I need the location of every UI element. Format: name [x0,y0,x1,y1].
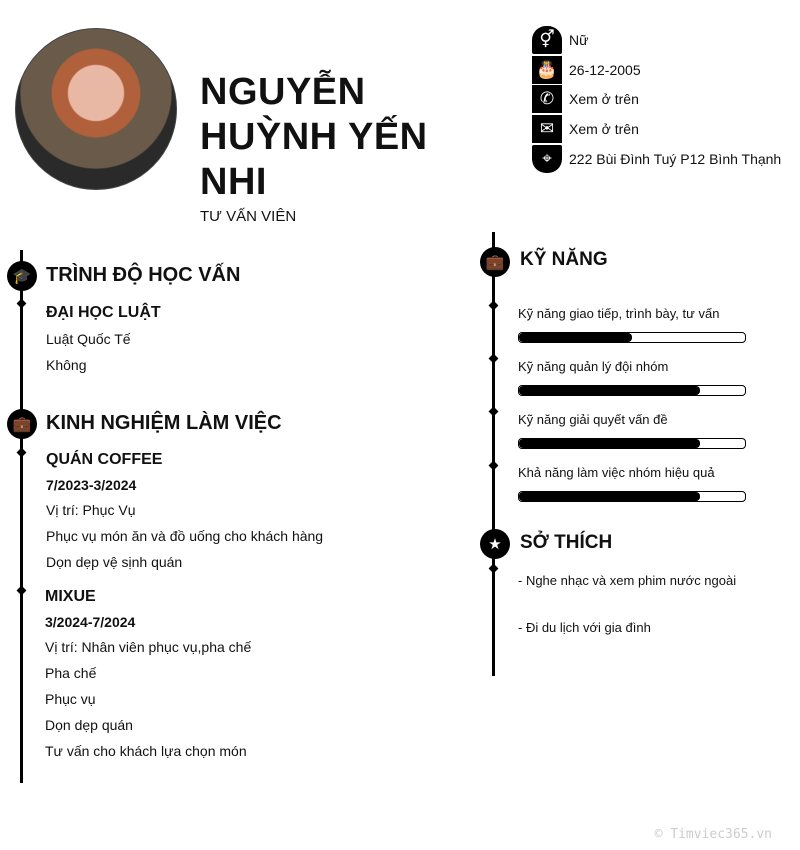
skill-bar [518,491,746,502]
star-icon: ★ [480,529,510,559]
phone-icon: ✆ [532,85,562,113]
contact-value: Nữ [569,32,589,48]
skill-bar [518,438,746,449]
skill-label: Khả năng làm việc nhóm hiệu quả [518,465,715,480]
job-detail: Vị trí: Phục Vụ [46,502,136,518]
timeline-dot [489,354,499,364]
skill-bar [518,332,746,343]
timeline-dot [17,586,27,596]
job-title: TƯ VẤN VIÊN [200,208,297,225]
skill-bar-fill [519,439,700,448]
name-line: NGUYỄN [200,71,366,113]
contact-value: 26-12-2005 [569,62,641,78]
contact-value: Xem ở trên [569,91,639,107]
name-line: NHI [200,161,267,203]
hobby-item: - Đi du lịch với gia đình [518,620,651,635]
job-detail: Pha chế [45,665,97,681]
school-name: ĐẠI HỌC LUẬT [46,304,161,321]
briefcase-icon: 💼 [480,247,510,277]
timeline-dot [489,301,499,311]
job-detail: Dọn dẹp quán [45,717,133,733]
contact-phone [532,85,639,113]
skill-bar-fill [519,333,632,342]
briefcase-icon: 💼 [7,409,37,439]
contact-address [532,145,781,173]
section-heading: KỸ NĂNG [520,249,608,270]
full-name [200,70,428,205]
contact-email [532,115,639,143]
email-icon: ✉ [532,115,562,143]
company-name: MIXUE [45,588,96,605]
contact-value: Xem ở trên [569,121,639,137]
education-note: Không [46,357,87,373]
section-heading: KINH NGHIỆM LÀM VIỆC [46,412,282,434]
timeline-line [20,250,23,783]
contact-birthday [532,56,641,84]
contact-gender [532,26,588,54]
birthday-cake-icon: 🎂 [532,56,562,84]
skill-label: Kỹ năng giải quyết vấn đề [518,412,668,427]
job-detail: Phục vụ [45,691,96,707]
timeline-dot [17,448,27,458]
skill-bar-fill [519,492,700,501]
contact-value: 222 Bùi Đình Tuý P12 Bình Thạnh [569,151,782,167]
section-heading: TRÌNH ĐỘ HỌC VẤN [46,264,241,286]
timeline-dot [17,299,27,309]
job-detail: Dọn dẹp vệ sịnh quán [46,554,183,570]
job-detail: Vị trí: Nhân viên phục vụ,pha chế [45,639,252,655]
skill-label: Kỹ năng giao tiếp, trình bày, tư vấn [518,306,720,321]
footer-watermark: © Timviec365.vn [654,827,772,842]
name-line: HUỲNH YẾN [200,116,428,158]
location-icon: ⌖ [532,145,562,173]
timeline-dot [489,564,499,574]
job-period: 3/2024-7/2024 [45,614,136,630]
skill-bar [518,385,746,396]
timeline-dot [489,461,499,471]
gender-icon: ⚥ [532,26,562,54]
timeline-line [492,232,495,676]
timeline-dot [489,407,499,417]
skill-label: Kỹ năng quản lý đội nhóm [518,359,669,374]
skill-bar-fill [519,386,700,395]
job-detail: Tư vấn cho khách lựa chọn món [45,743,247,759]
job-period: 7/2023-3/2024 [46,477,137,493]
section-heading: SỞ THÍCH [520,532,613,553]
profile-photo [15,28,177,190]
graduation-cap-icon: 🎓 [7,261,37,291]
company-name: QUÁN COFFEE [46,451,163,468]
major: Luật Quốc Tế [46,331,131,347]
hobby-item: - Nghe nhạc và xem phim nước ngoài [518,573,737,588]
job-detail: Phục vụ món ăn và đồ uống cho khách hàng [46,528,324,544]
